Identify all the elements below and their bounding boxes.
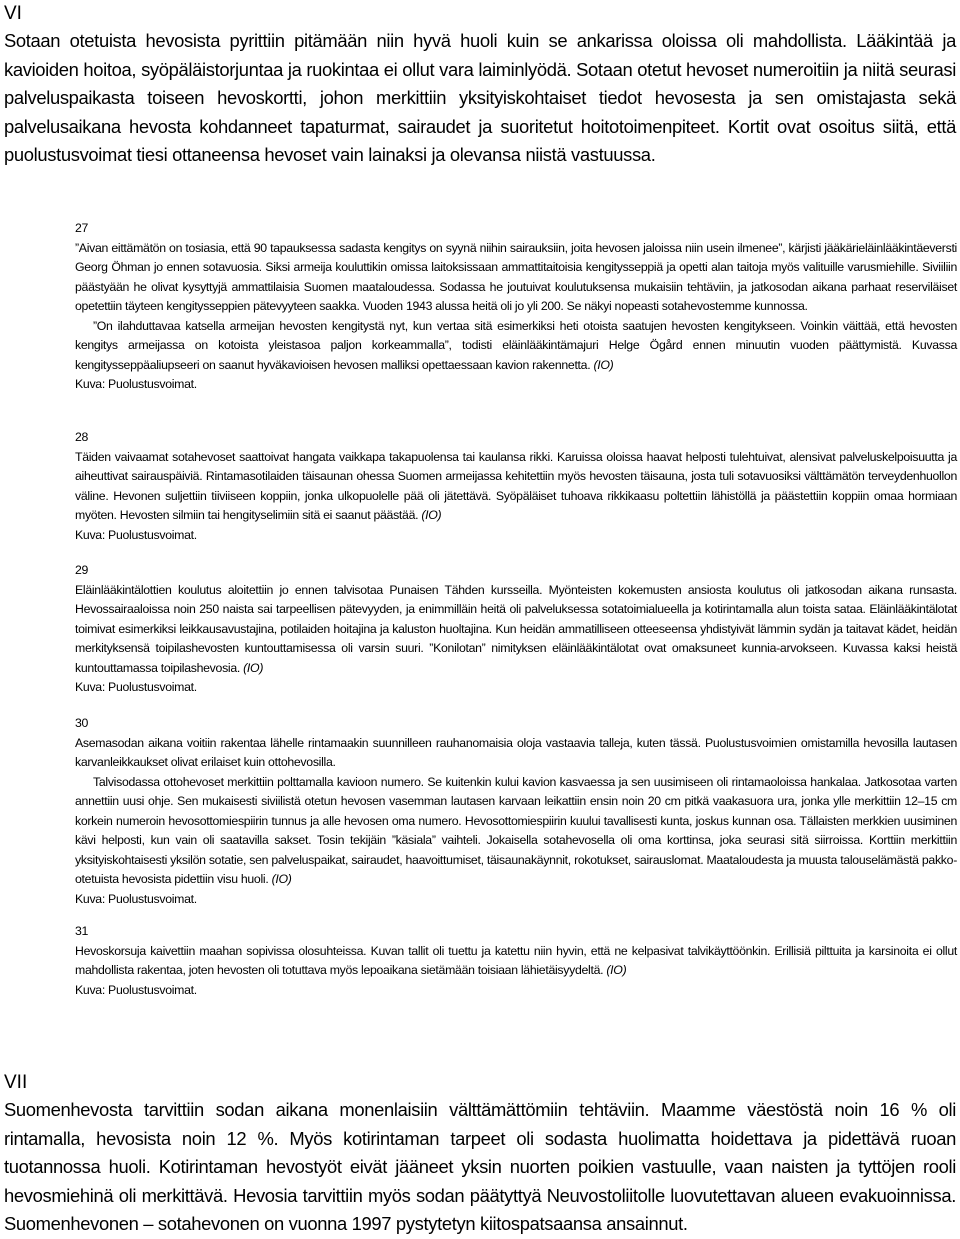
caption-paragraph: ”On ilahduttavaa katsella armeijan hevosten kengitystä nyt, kun vertaa sitä esimerkiksi heti otoista saatujen hevosten kengitykseen. Voinkin väittää, että hevosten kengitys armeijassa on kotoista yleistasoa paljon korkeammalla”, todisti eläinlääkintämajuri Helge Ögård ennen minuutin vuoden päättymistä. Kuvassa kengitysseppäaliupseeri on saanut hyväkavioisen hevosen malliksi opettaessaan kavion rakennetta. (IO) [75, 318, 957, 372]
caption-number: 30 [75, 716, 89, 730]
caption-paragraph: Eläinlääkintälottien koulutus aloitettiin jo ennen talvisotaa Punaisen Tähden kursseilla. Myönteisten kokemusten ansiosta koulutus oli jatkosodan aikana runsasta. Hevossairaaloissa noin 250 naista sai tarpeellisen pätevyyden, ja enimmilläin heitä oli palveluksessa sotatoimialueella ja kotirintamalla alun toista sataa. Eläinlääkintälotat toimivat esimerkiksi leikkausavustajina, potilaiden hoitajina ja kaluston huoltajina. Kun heidän ammatilliseen otteeseensa yhdistyivät lämmin sydän ja taitavat kädet, heidän merkityksensä toipilashevosten kuntouttamisessa oli varsin suuri. ”Konilotan” nimityksen eläinlääkintälotat ovat omaksuneet kunnia-arvokseen. Kuvassa kaksi heistä kuntouttamassa toipilashevosia. (IO) [75, 582, 957, 675]
author-initials: (IO) [421, 508, 442, 522]
section-vi-text: Sotaan otetuista hevosista pyrittiin pitämään niin hyvä huoli kuin se ankarissa oloissa oli mahdollista. Lääkintää ja kavioiden hoitoa, syöpäläistorjuntaa ja ruokintaa ei ollut vara laiminlyödä. Sotaan otetut hevoset numeroitiin ja niitä seurasi palveluspaikasta toiseen hevoskortti, johon merkittiin yksityiskohtaiset tiedot hevosesta ja sen omistajasta sekä palvelusaikana hevosta kohdanneet tapaturmat, sairaudet ja suoritetut hoitotoimenpiteet. Kortit ovat osoitus siitä, että puolustusvoimat tiesi ottaneensa hevoset vain lainaksi ja olevansa niistä vastuussa. [4, 30, 956, 165]
caption-31 [75, 922, 957, 1000]
section-vii-heading: VII [4, 1072, 28, 1093]
photo-credit: Kuva: Puolustusvoimat. [75, 527, 197, 542]
caption-29 [75, 561, 957, 698]
photo-credit: Kuva: Puolustusvoimat. [75, 680, 197, 694]
caption-paragraph: Hevoskorsuja kaivettiin maahan sopivissa olosuhteissa. Kuvan tallit oli tuettu ja katettu niin hyvin, että ne kelpasivat talvikäyttöönkin. Erillisiä pilttuita ja karsinoita ei ollut mahdollista rakentaa, joten hevosten oli totuttava myös lepoaikana sietämään toisiaan lähietäisyydeltä. (IO) [75, 943, 957, 977]
caption-paragraph: Talvisodassa ottohevoset merkittiin polttamalla kavioon numero. Se kuitenkin kului kavion kasvaessa ja sen uusimiseen oli rintamaoloissa hankalaa. Jatkosotaa varten annettiin uusi ohje. Sen mukaisesti siviilistä otetun hevosen vasemman lautasen karvaan leikattiin ensin noin 20 cm pitkä vaakasuora ura, jonka ylle merkittiin 12–15 cm korkein numeroin hevosottomiespiirin tunnus ja alle hevosen oma numero. Hevosottomiespiirin kuului tavallisesti kunta, joskus kunnan osa. Tällaisten merkkien uusiminen kävi helposti, kun vain oli saatavilla sakset. Tosin tekijäin ”käsiala” vaihteli. Jokaisella sotahevosella oli oma korttinsa, joka seurasi sitä siirroissa. Korttiin merkittiin yksityiskohtaisesti yksilön sotatie, sen palveluspaikat, sairaudet, haavoittumiset, täisaunakäynnit, rokotukset, sairauslomat. Maataloudesta ja muusta talouselämästä pakko-otetuista hevosista pidettiin visu huoli. (IO) [75, 774, 957, 886]
section-vi-heading: VI [4, 3, 22, 24]
author-initials: (IO) [243, 660, 264, 675]
caption-number: 28 [75, 430, 89, 444]
caption-paragraph: ”Aivan eittämätön on tosiasia, että 90 tapauksessa sadasta kengitys on syynä niihin sairauksiin, joita hevosen jaloissa niin usein ilmenee”, kärjisti jääkärieläinlääkintäeversti Georg Öhman jo ennen sotavuosia. Siksi armeija kouluttikin omissa laitoksissaan ammattitaitoisia kengitysseppiä ja opetti alan taitoja myös valituille varusmiehille. Siviiliin päästyään he olivat kysyttyjä ammattilaisia Suomen maataloudessa. Sodassa he joutuivat koulutuksensa mukaisiin tehtäviin, ja jatkosodan aikana parhaat reserviläiset opetettiin täyteen kengitysseppien pätevyyteen saakka. Vuoden 1943 alussa heitä oli jo yli 200. Se näkyi nopeasti sotahevostemme kunnossa. [75, 240, 957, 313]
caption-27 [75, 219, 957, 395]
caption-30 [75, 714, 957, 909]
photo-credit: Kuva: Puolustusvoimat. [75, 982, 197, 997]
author-initials: (IO) [606, 963, 627, 977]
caption-paragraph: Täiden vaivaamat sotahevoset saattoivat hangata vaikkapa takapuolensa tai kaulansa rikki. Karuissa oloissa haavat helposti tulehtuivat, alensivat palveluskelpoisuutta ja aiheuttivat sairauspäiviä. Rintamasotilaiden täisaunan ohessa Suomen armeijassa kehitettiin myös hevosten täisauna, josta tuli sotavuosiksi välttämätön terveydenhuollon väline. Hevonen suljettiin tiiviiseen koppiin, jonka ulkopuolelle pää oli jätettävä. Syöpäläiset tuhoava rikkikaasu poltettiin lähistöllä ja päästettiin koppiin omaa hormiaan myöten. Hevosten silmiin tai hengityselimiin sitä ei saanut päästää. (IO) [75, 449, 957, 522]
photo-credit: Kuva: Puolustusvoimat. [75, 377, 197, 391]
caption-28 [75, 428, 957, 545]
section-vii-text: Suomenhevosta tarvittiin sodan aikana monenlaisiin välttämättömiin tehtäviin. Maamme väestöstä noin 16 % oli rintamalla, hevosista noin 12 %. Myös kotirintaman tarpeet oli sodasta huolimatta hoidettava ja pidettävä ruoan tuotannossa huoli. Kotirintaman hevostyöt eivät jääneet yksin nuorten poikien vastuulle, vaan naisten ja tyttöjen rooli hevosmiehinä oli merkittävä. Hevosia tarvittiin myös sodan päätyttyä Neuvostoliitolle luovutettavan alueen evakuoinnissa. Suomenhevonen – sotahevonen on vuonna 1997 pystytetyn kiitospatsaansa ansainnut. [4, 1099, 956, 1234]
author-initials: (IO) [271, 872, 292, 886]
caption-number: 27 [75, 221, 89, 235]
photo-credit: Kuva: Puolustusvoimat. [75, 891, 197, 906]
caption-number: 31 [75, 924, 89, 938]
caption-number: 29 [75, 563, 89, 577]
author-initials: (IO) [593, 357, 614, 372]
caption-paragraph: Asemasodan aikana voitiin rakentaa lähelle rintamaakin suunnilleen rauhanomaisia oloja vastaavia talleja, kuten tässä. Puolustusvoimien omistamilla hevosilla lautasen karvanleikkaukset olivat erilaiset kuin ottohevosilla. [75, 735, 957, 769]
